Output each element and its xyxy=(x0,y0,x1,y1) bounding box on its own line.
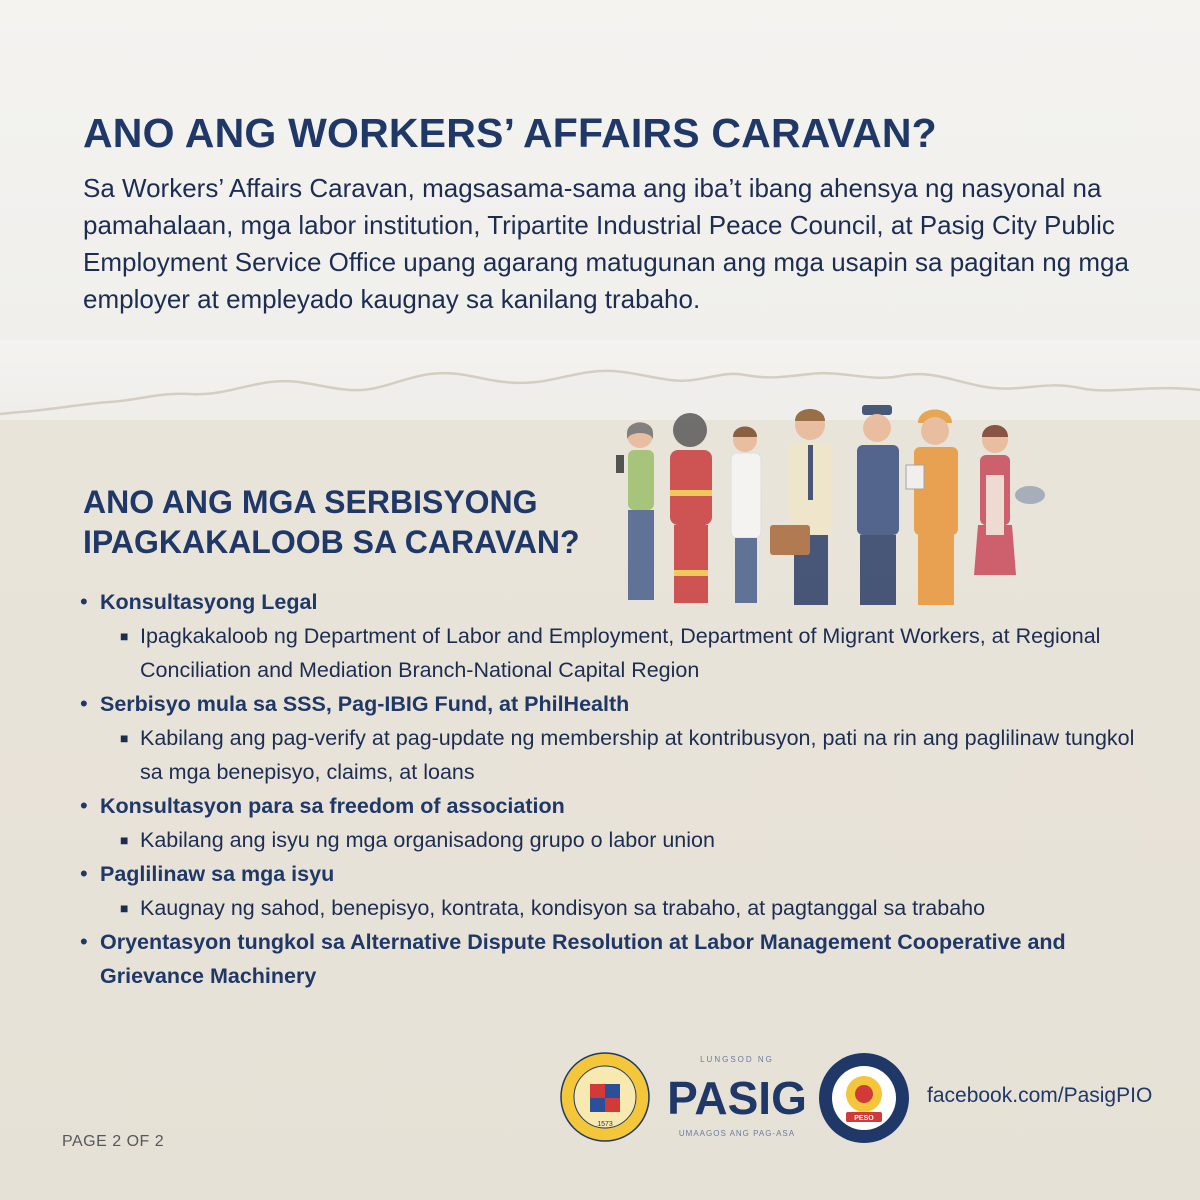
worker-waitress-icon xyxy=(974,425,1045,575)
service-title: Konsultasyon para sa freedom of association xyxy=(100,794,565,818)
square-bullet-icon: ■ xyxy=(120,832,129,848)
city-seal-year: 1573 xyxy=(597,1121,613,1128)
pasig-city-seal xyxy=(560,1052,650,1142)
square-bullet-icon: ■ xyxy=(120,628,129,644)
peso-seal-abbr: PESO xyxy=(854,1115,874,1122)
section1-title: ANO ANG WORKERS’ AFFAIRS CARAVAN? xyxy=(83,110,937,156)
page-number: PAGE 2 OF 2 xyxy=(62,1133,165,1150)
square-bullet-icon: ■ xyxy=(120,900,129,916)
section1-intro: Sa Workers’ Affairs Caravan, magsasama-sama ang iba’t ibang ahensya ng nasyonal na pamahalaan, mga labor institution, Tripartite Industrial Peace Council, at Pasig City Public Employment Service Office upang agarang matugunan ang mga usapin sa pagitan ng mga employer at empleyado kaugnay sa kanilang trabaho. xyxy=(83,173,1129,314)
worker-police-icon xyxy=(857,405,899,605)
service-item xyxy=(80,789,1140,857)
service-title: Paglilinaw sa mga isyu xyxy=(100,862,335,886)
bullet-icon: • xyxy=(80,929,88,954)
service-detail-text: Kaugnay ng sahod, benepisyo, kontrata, kondisyon sa trabaho, at pagtanggal sa trabaho xyxy=(140,896,986,920)
service-detail-text: Kabilang ang isyu ng mga organisadong grupo o labor union xyxy=(140,828,715,852)
service-item xyxy=(80,585,1140,687)
workers-illustration xyxy=(600,395,1160,610)
service-detail xyxy=(100,823,1140,857)
bullet-icon: • xyxy=(80,861,88,886)
service-item xyxy=(80,925,1140,993)
pasig-logo-top: LUNGSOD NG xyxy=(700,1055,774,1064)
worker-construction-icon xyxy=(906,410,958,606)
worker-firefighter-icon xyxy=(670,413,712,603)
service-detail xyxy=(100,891,1140,925)
service-detail-text: Ipagkakaloob ng Department of Labor and Employment, Department of Migrant Workers, at Regional Conciliation and Mediation Branch-National Capital Region xyxy=(140,624,1101,682)
facebook-link[interactable]: facebook.com/PasigPIO xyxy=(927,1084,1153,1107)
service-item xyxy=(80,857,1140,925)
peso-seal xyxy=(818,1052,910,1144)
service-title: Serbisyo mula sa SSS, Pag-IBIG Fund, at PhilHealth xyxy=(100,692,630,716)
section2-title-line1: ANO ANG MGA SERBISYONG xyxy=(83,484,538,520)
section2-title-line2: IPAGKAKALOOB SA CARAVAN? xyxy=(83,524,580,560)
bullet-icon: • xyxy=(80,691,88,716)
pasig-logo-word: PASIG xyxy=(667,1072,807,1124)
service-detail xyxy=(100,721,1140,789)
service-detail-text: Kabilang ang pag-verify at pag-update ng membership at kontribusyon, pati na rin ang paglilinaw tungkol sa mga benepisyo, claims, at loans xyxy=(140,726,1135,784)
bullet-icon: • xyxy=(80,793,88,818)
service-title: Konsultasyong Legal xyxy=(100,590,318,614)
worker-office-icon xyxy=(770,409,832,605)
pasig-wordmark-logo xyxy=(665,1052,810,1147)
bullet-icon: • xyxy=(80,589,88,614)
service-title: Oryentasyon tungkol sa Alternative Dispute Resolution at Labor Management Cooperative and Grievance Machinery xyxy=(100,930,1066,988)
worker-reporter-icon xyxy=(616,422,654,600)
services-list xyxy=(80,585,1140,993)
pasig-logo-tagline: UMAAGOS ANG PAG-ASA xyxy=(678,1129,796,1138)
service-detail xyxy=(100,619,1140,687)
worker-doctor-icon xyxy=(731,427,761,604)
service-item xyxy=(80,687,1140,789)
square-bullet-icon: ■ xyxy=(120,730,129,746)
section2-title xyxy=(83,482,603,562)
